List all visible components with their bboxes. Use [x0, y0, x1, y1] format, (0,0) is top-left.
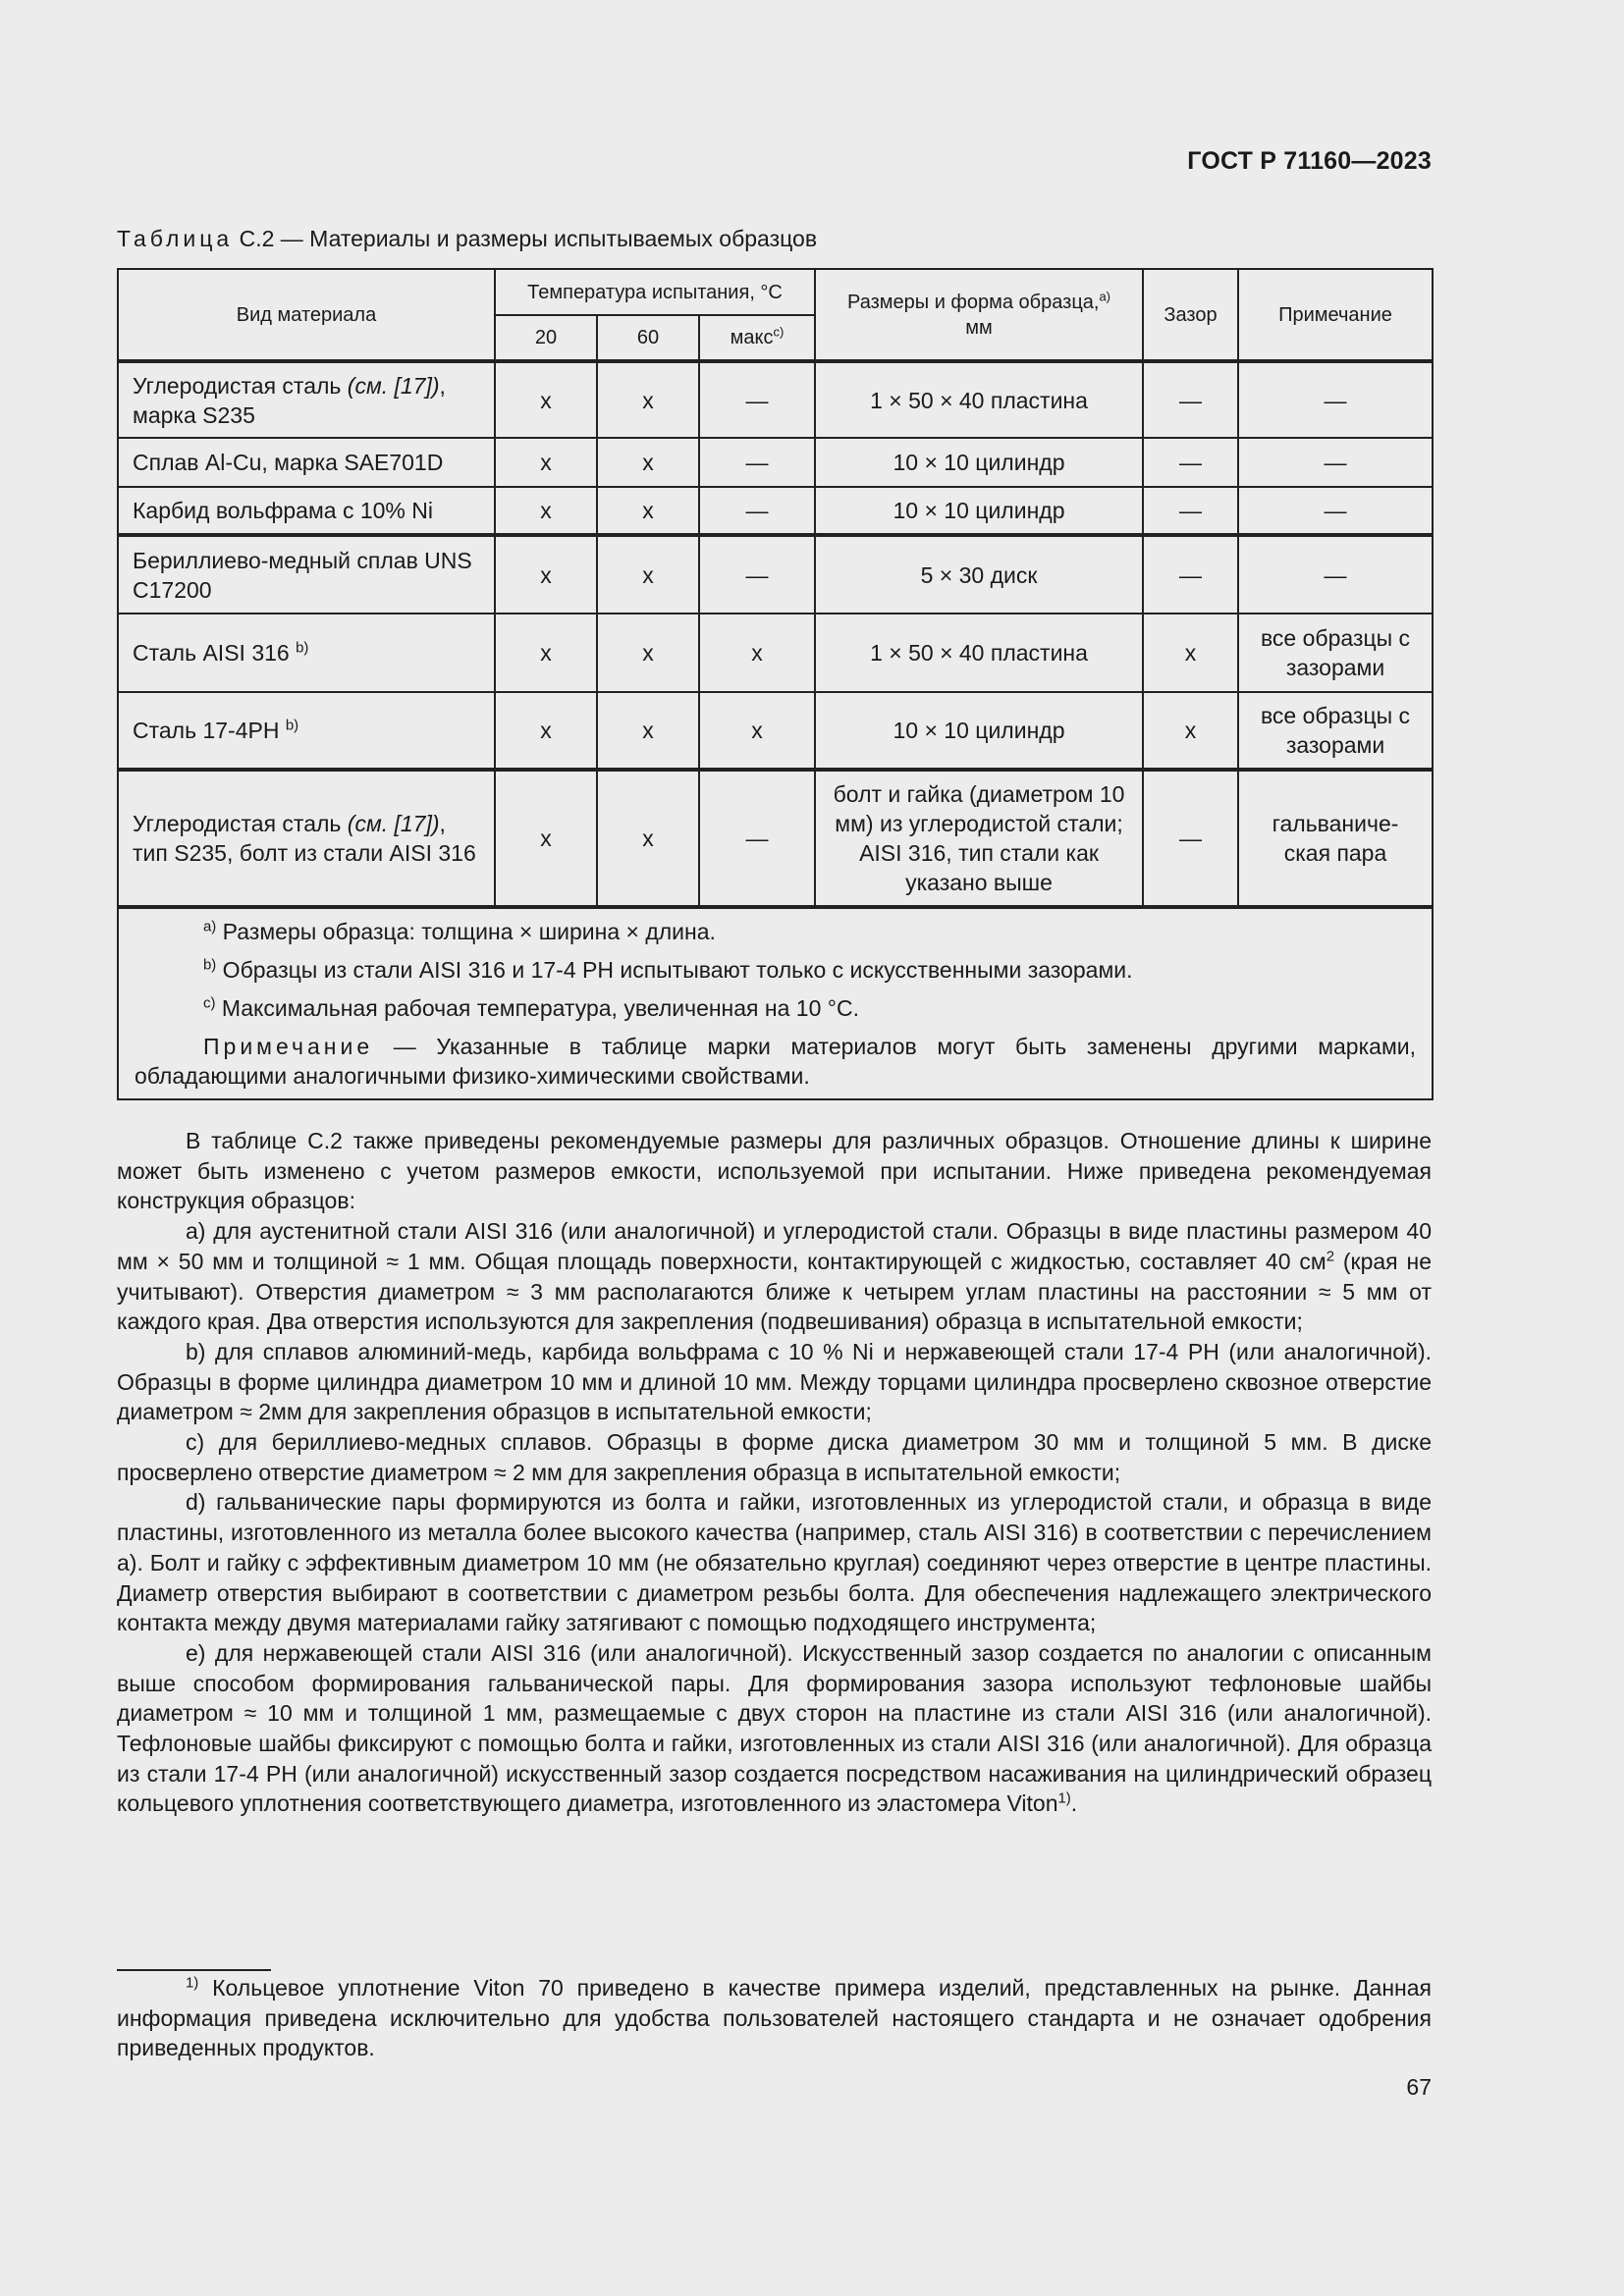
- cell-dimensions: 10 × 10 цилиндр: [815, 692, 1143, 770]
- cell-t60: x: [597, 535, 699, 614]
- cell-material: Углеродистая сталь (см. [17]), тип S235, болт из стали AISI 316: [118, 770, 495, 907]
- cell-material: Углеродистая сталь (см. [17]), марка S235: [118, 361, 495, 438]
- cell-material: Сталь AISI 316 $^{b)}$: [118, 614, 495, 692]
- table-row: [118, 614, 1433, 692]
- table-row: [118, 438, 1433, 487]
- table-note: Примечание — Указанные в таблице марки материалов могут быть заменены другими марками, обладающими аналогичными физико-химическими свойствами.: [135, 1034, 1417, 1089]
- header-temperature: Температура испытания, °С: [495, 269, 815, 315]
- cell-t20: x: [495, 535, 597, 614]
- cell-t20: x: [495, 361, 597, 438]
- cell-gap: —: [1143, 535, 1238, 614]
- cell-t60: x: [597, 770, 699, 907]
- cell-dimensions: болт и гайка (диаметром 10 мм) из углеродистой стали; AISI 316, тип стали как указано выше: [815, 770, 1143, 907]
- body-text: [117, 1126, 1432, 1819]
- header-tmax: макс$^{c)}$: [699, 315, 815, 361]
- document-code: ГОСТ Р 71160—2023: [1187, 147, 1432, 175]
- cell-material: Карбид вольфрама с 10% Ni: [118, 487, 495, 535]
- cell-tmax: x: [699, 614, 815, 692]
- table-footnote: $^{c)}$ Максимальная рабочая температура, увеличенная на 10 °С.: [203, 994, 859, 1021]
- header-t60: 60: [597, 315, 699, 361]
- header-gap: Зазор: [1143, 269, 1238, 361]
- cell-tmax: —: [699, 770, 815, 907]
- cell-tmax: —: [699, 487, 815, 535]
- materials-table: [117, 268, 1434, 1100]
- table-footnotes-row: [118, 907, 1433, 1099]
- table-row: [118, 487, 1433, 535]
- cell-t20: x: [495, 487, 597, 535]
- cell-dimensions: 1 × 50 × 40 пластина: [815, 614, 1143, 692]
- table-caption: [117, 226, 817, 252]
- cell-gap: —: [1143, 438, 1238, 487]
- table-row: [118, 770, 1433, 907]
- paragraph-item-e: e) для нержавеющей стали AISI 316 (или аналогичной). Искусственный зазор создается по аналогии с описанным выше способом формирования гальванической пары. Для формирования зазора используют тефлоновые шайбы диаметром ≈ 10 мм и толщиной 1 мм, размещаемые с двух сторон на пластине из стали AISI 316 (или аналогичной). Тефлоновые шайбы фиксируют с помощью болта и гайки, изготовленных из стали AISI 316 (или аналогичной). Для образца из стали 17-4 PH (или аналогичной) искусственный зазор создается посредством насаживания на цилиндрический образец кольцевого уплотнения соответствующего диаметра, изготовленного из эластомера Viton$^{1)}$.: [117, 1639, 1432, 1817]
- header-material: Вид материала: [118, 269, 495, 361]
- cell-material: Сплав Al-Cu, марка SAE701D: [118, 438, 495, 487]
- page-footnote: $^{1)}$ Кольцевое уплотнение Viton 70 приведено в качестве примера изделий, представленных на рынке. Данная информация приведена исключительно для удобства пользователей настоящего стандарта и не означает одобрения приведенных продуктов.: [117, 1974, 1432, 2060]
- header-dimensions: Размеры и форма образца,$^{a)}$ мм: [815, 269, 1143, 361]
- cell-dimensions: 10 × 10 цилиндр: [815, 438, 1143, 487]
- cell-tmax: x: [699, 692, 815, 770]
- cell-t20: x: [495, 770, 597, 907]
- cell-dimensions: 10 × 10 цилиндр: [815, 487, 1143, 535]
- cell-material: Бериллиево-медный сплав UNS C17200: [118, 535, 495, 614]
- cell-gap: —: [1143, 770, 1238, 907]
- table-row: [118, 361, 1433, 438]
- cell-t60: x: [597, 361, 699, 438]
- cell-material: Сталь 17-4PH $^{b)}$: [118, 692, 495, 770]
- cell-dimensions: 1 × 50 × 40 пластина: [815, 361, 1143, 438]
- paragraph-item-c: c) для бериллиево-медных сплавов. Образцы в форме диска диаметром 30 мм и толщиной 5 мм. В диске просверлено отверстие диаметром ≈ 2 мм для закрепления образца в испытательной емкости;: [117, 1429, 1432, 1485]
- cell-tmax: —: [699, 535, 815, 614]
- cell-t60: x: [597, 692, 699, 770]
- cell-t20: x: [495, 692, 597, 770]
- cell-gap: —: [1143, 361, 1238, 438]
- cell-tmax: —: [699, 438, 815, 487]
- cell-note: гальваниче-ская пара: [1238, 770, 1433, 907]
- table-footnote: $^{a)}$ Размеры образца: толщина × ширина × длина.: [203, 918, 716, 944]
- cell-t60: x: [597, 438, 699, 487]
- paragraph-item-a: a) для аустенитной стали AISI 316 (или аналогичной) и углеродистой стали. Образцы в виде пластины размером 40 мм × 50 мм и толщиной ≈ 1 мм. Общая площадь поверхности, контактирующей с жидкостью, составляет 40 $см^2$ (края не учитывают). Отверстия диаметром ≈ 3 мм располагаются ближе к четырем углам пластины на расстоянии ≈ 5 мм от каждого края. Два отверстия используются для закрепления (подвешивания) образца в испытательной емкости;: [117, 1218, 1432, 1335]
- table-footnote: $^{b)}$ Образцы из стали AISI 316 и 17-4 PH испытывают только с искусственными зазорами.: [203, 956, 1133, 983]
- table-caption-text: С.2 — Материалы и размеры испытываемых образцов: [239, 226, 818, 251]
- table-caption-label: Таблица: [117, 226, 234, 251]
- header-t20: 20: [495, 315, 597, 361]
- cell-note: все образцы с зазорами: [1238, 692, 1433, 770]
- table-row: [118, 535, 1433, 614]
- header-note: Примечание: [1238, 269, 1433, 361]
- cell-t60: x: [597, 614, 699, 692]
- cell-dimensions: 5 × 30 диск: [815, 535, 1143, 614]
- cell-note: —: [1238, 535, 1433, 614]
- table-row: [118, 692, 1433, 770]
- cell-note: все образцы с зазорами: [1238, 614, 1433, 692]
- paragraph-intro: В таблице С.2 также приведены рекомендуемые размеры для различных образцов. Отношение длины к ширине может быть изменено с учетом размеров емкости, используемой при испытании. Ниже приведена рекомендуемая конструкция образцов:: [117, 1128, 1432, 1214]
- cell-note: —: [1238, 361, 1433, 438]
- cell-note: —: [1238, 438, 1433, 487]
- cell-note: —: [1238, 487, 1433, 535]
- cell-tmax: —: [699, 361, 815, 438]
- table-footnotes: [118, 907, 1433, 1099]
- cell-gap: x: [1143, 614, 1238, 692]
- footnote-divider: [117, 1969, 271, 1971]
- paragraph-item-d: d) гальванические пары формируются из болта и гайки, изготовленных из углеродистой стали, и образца в виде пластины, изготовленного из металла более высокого качества (например, сталь AISI 316) в соответствии с перечислением а). Болт и гайку с эффективным диаметром 10 мм (не обязательно круглая) соединяют через отверстие в центре пластины. Диаметр отверстия выбирают в соответствии с диаметром резьбы болта. Для обеспечения надлежащего электрического контакта между двумя материалами гайку затягивают с помощью подходящего инструмента;: [117, 1489, 1432, 1636]
- cell-t60: x: [597, 487, 699, 535]
- paragraph-item-b: b) для сплавов алюминий-медь, карбида вольфрама с 10 % Ni и нержавеющей стали 17-4 PH (или аналогичной). Образцы в форме цилиндра диаметром 10 мм и длиной 10 мм. Между торцами цилиндра просверлено сквозное отверстие диаметром ≈ 2мм для закрепления образцов в испытательной емкости;: [117, 1338, 1432, 1425]
- cell-t20: x: [495, 438, 597, 487]
- cell-gap: x: [1143, 692, 1238, 770]
- cell-t20: x: [495, 614, 597, 692]
- cell-gap: —: [1143, 487, 1238, 535]
- page-number: 67: [1406, 2074, 1432, 2100]
